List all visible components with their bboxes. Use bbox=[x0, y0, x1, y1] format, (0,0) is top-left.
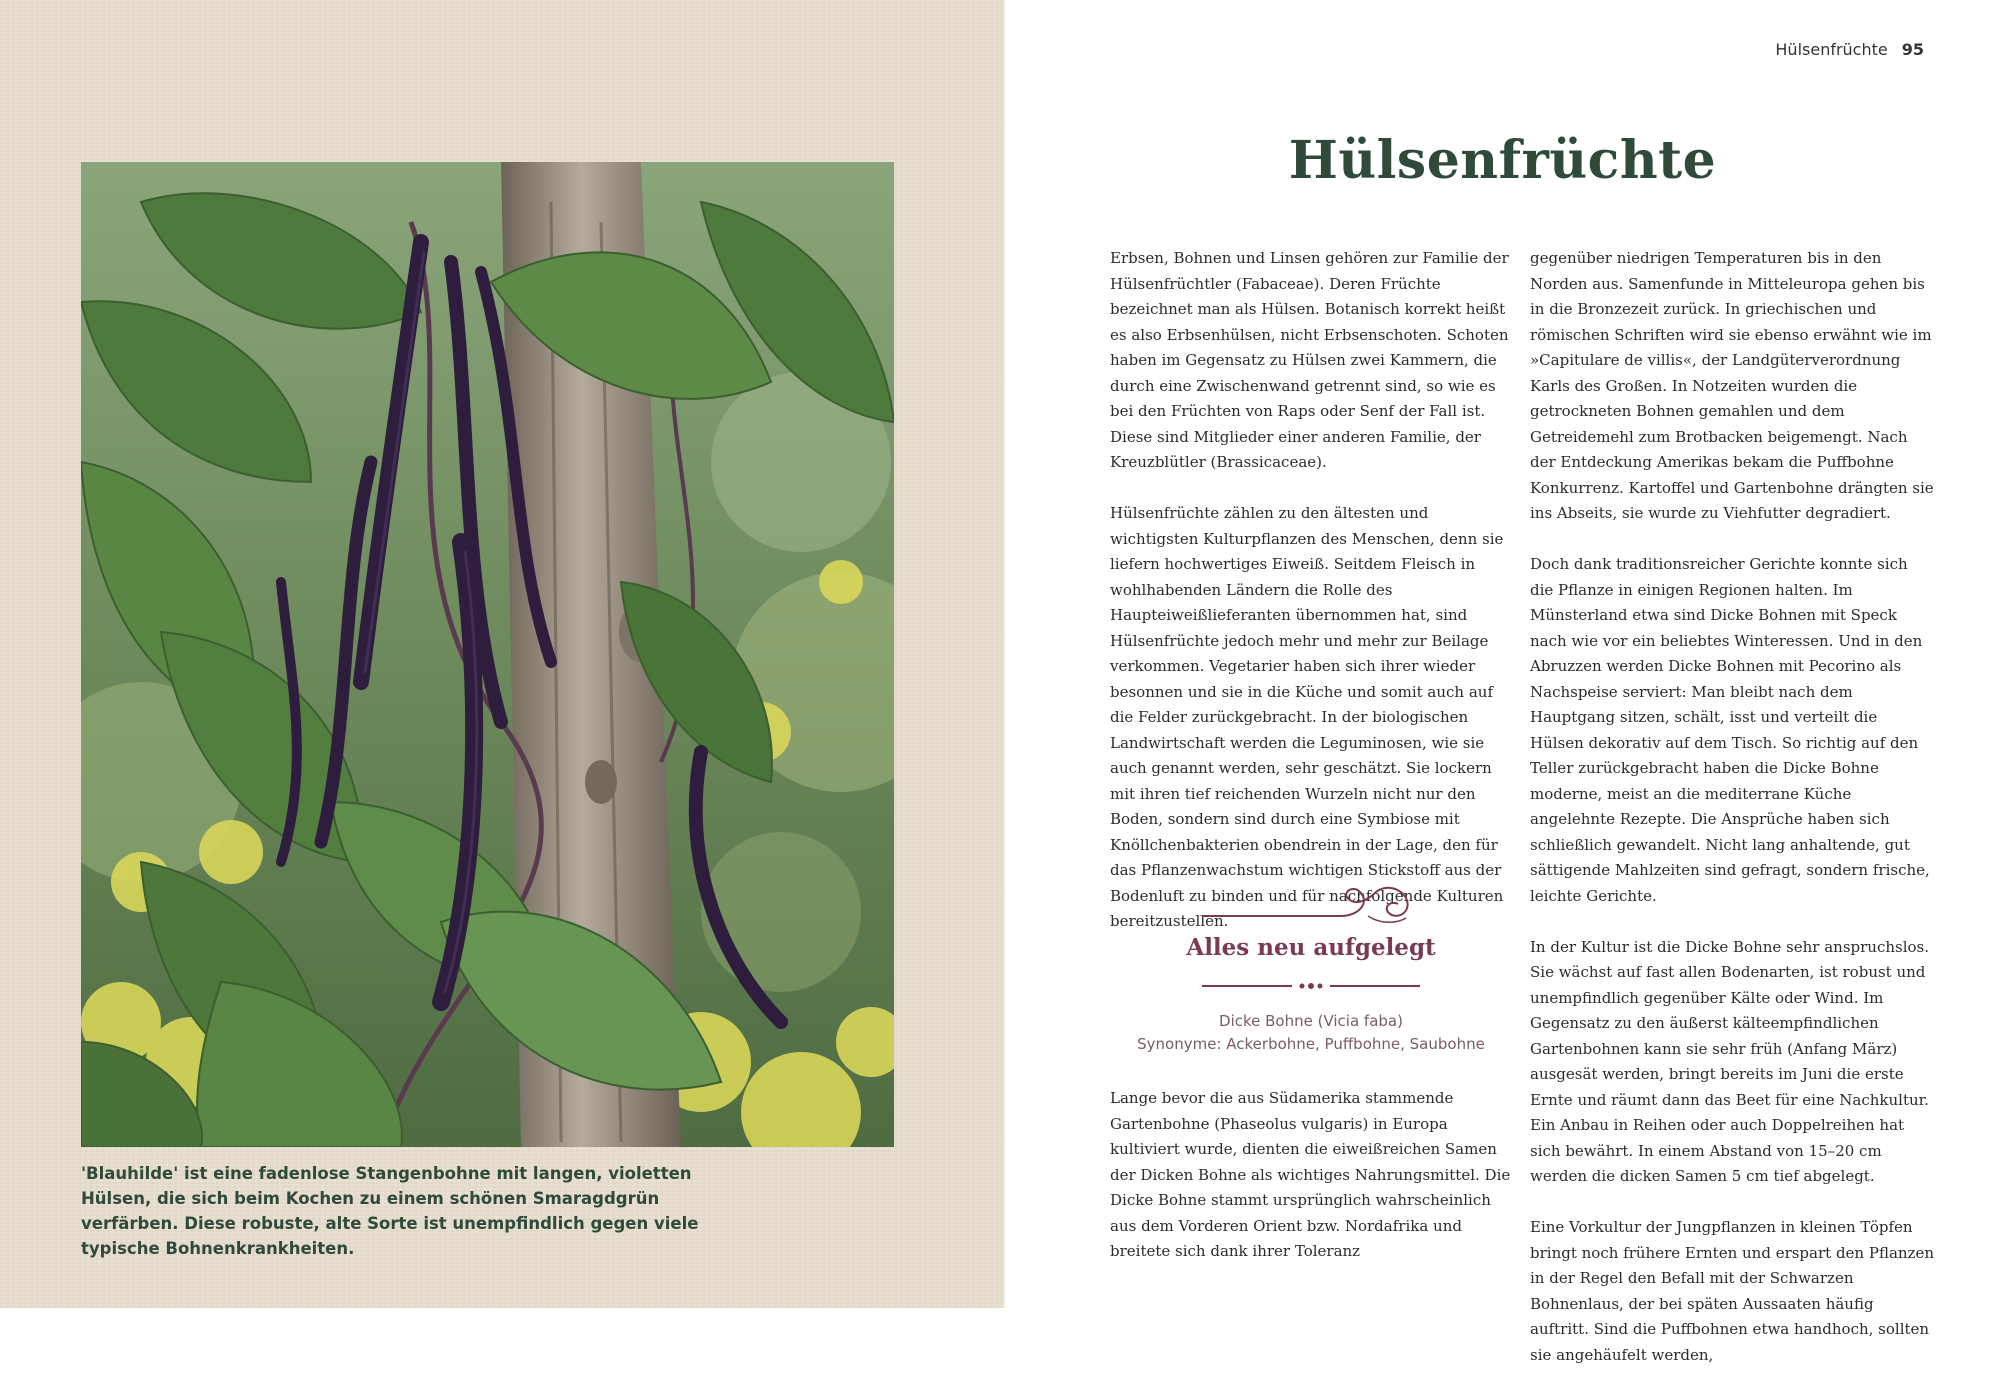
text-column-left-continued bbox=[1110, 1086, 1512, 1265]
bean-plant-photo bbox=[81, 162, 894, 1147]
info-box-species: Dicke Bohne (Vicia faba) bbox=[1219, 1012, 1403, 1030]
info-box-synonyms: Synonyme: Ackerbohne, Puffbohne, Saubohne bbox=[1137, 1035, 1485, 1053]
divider-ornament-icon bbox=[1202, 980, 1420, 992]
text-column-right bbox=[1530, 246, 1935, 1394]
paragraph: In der Kultur ist die Dicke Bohne sehr anspruchslos. Sie wächst auf fast allen Bodenarten, ist robust und unempfindlich gegenüber Kälte oder Wind. Im Gegensatz zu den äußerst kälteempfindlichen Gartenbohnen kann sie sehr früh (Anfang März) ausgesät werden, bringt bereits im Juni die erste Ernte und räumt dann das Beet für eine Nachkultur. Ein Anbau in Reihen oder auch Doppelreihen hat sich bewährt. In einem Abstand von 15–20 cm werden die dicken Samen 5 cm tief abgelegt. bbox=[1530, 937, 1930, 1185]
running-head bbox=[1775, 40, 1924, 59]
page-title: Hülsenfrüchte bbox=[1288, 130, 1717, 191]
photo-caption: 'Blauhilde' ist eine fadenlose Stangenbohne mit langen, violetten Hülsen, die sich beim Kochen zu einem schönen Smaragdgrün verfärben. Diese robuste, alte Sorte ist unempfindlich gegen viele typische Bohnenkrankheiten. bbox=[81, 1164, 699, 1258]
page-number: 95 bbox=[1901, 40, 1924, 59]
paragraph: Lange bevor die aus Südamerika stammende Gartenbohne (Phaseolus vulgaris) in Europa kultiviert wurde, dienten die eiweißreichen Samen der Dicken Bohne als wichtiges Nahrungsmittel. Die Dicke Bohne stammt ursprünglich wahrscheinlich aus dem Vorderen Orient bzw. Nordafrika und breitete sich dank ihrer Toleranz bbox=[1110, 1089, 1511, 1260]
left-page bbox=[0, 0, 1003, 1308]
paragraph: Erbsen, Bohnen und Linsen gehören zur Familie der Hülsenfrüchtler (Fabaceae). Deren Früchte bezeichnet man als Hülsen. Botanisch korrekt heißt es also Erbsenhülsen, nicht Erbsenschoten. Schoten haben im Gegensatz zu Hülsen zwei Kammern, die durch eine Zwischenwand getrennt sind, so wie es bei den Früchten von Raps oder Senf der Fall ist. Diese sind Mitglieder einer anderen Familie, der Kreuzblütler (Brassicaceae). bbox=[1110, 249, 1509, 471]
bean-plant-illustration bbox=[81, 162, 894, 1147]
info-box-title: Alles neu aufgelegt bbox=[1186, 934, 1436, 961]
running-title: Hülsenfrüchte bbox=[1775, 40, 1888, 59]
flourish-ornament-icon bbox=[1200, 880, 1420, 930]
text-column-left bbox=[1110, 246, 1512, 960]
paragraph: Hülsenfrüchte zählen zu den ältesten und wichtigsten Kulturpflanzen des Menschen, denn sie liefern hochwertiges Eiweiß. Seitdem Fleisch in wohlhabenden Ländern die Rolle des Haupteiweißlieferanten übernommen hat, sind Hülsenfrüchte jedoch mehr und mehr zur Beilage verkommen. Vegetarier haben sich ihrer wieder besonnen und sie in die Küche und somit auch auf die Felder zurückgebracht. In der biologischen Landwirtschaft werden die Leguminosen, wie sie auch genannt werden, sehr geschätzt. Sie lockern mit ihren tief reichenden Wurzeln nicht nur den Boden, sondern sind durch eine Symbiose mit Knöllchenbakterien obendrein in der Lage, den für das Pflanzenwachstum wichtigen Stickstoff aus der Bodenluft zu binden und für nachfolgende Kulturen bereitzustellen. bbox=[1110, 504, 1504, 930]
paragraph: gegenüber niedrigen Temperaturen bis in den Norden aus. Samenfunde in Mitteleuropa gehen bis in die Bronzezeit zurück. In griechischen und römischen Schriften wird sie ebenso erwähnt wie im »Capitulare de villis«, der Landgüterverordnung Karls des Großen. In Notzeiten wurden die getrockneten Bohnen gemahlen und dem Getreidemehl zum Brotbacken beigemengt. Nach der Entdeckung Amerikas bekam die Puffbohne Konkurrenz. Kartoffel und Gartenbohne drängten sie ins Abseits, sie wurde zu Viehfutter degradiert. bbox=[1530, 249, 1934, 522]
paragraph: Doch dank traditionsreicher Gerichte konnte sich die Pflanze in einigen Regionen halten. Im Münsterland etwa sind Dicke Bohnen mit Speck nach wie vor ein beliebtes Winteressen. Und in den Abruzzen werden Dicke Bohnen mit Pecorino als Nachspeise serviert: Man bleibt nach dem Hauptgang sitzen, schält, isst und verteilt die Hülsen dekorativ auf dem Tisch. So richtig auf den Teller zurückgebracht haben die Dicke Bohne moderne, meist an die mediterrane Küche angelehnte Rezepte. Die Ansprüche haben sich schließlich gewandelt. Nicht lang anhaltende, gut sättigende Mahlzeiten sind gefragt, sondern frische, leichte Gerichte. bbox=[1530, 555, 1930, 905]
paragraph: Eine Vorkultur der Jungpflanzen in kleinen Töpfen bringt noch frühere Ernten und erspart den Pflanzen in der Regel den Befall mit der Schwarzen Bohnenlaus, der bei späten Aussaaten häufig auftritt. Sind die Puffbohnen etwa handhoch, sollten sie angehäufelt werden, bbox=[1530, 1218, 1934, 1364]
